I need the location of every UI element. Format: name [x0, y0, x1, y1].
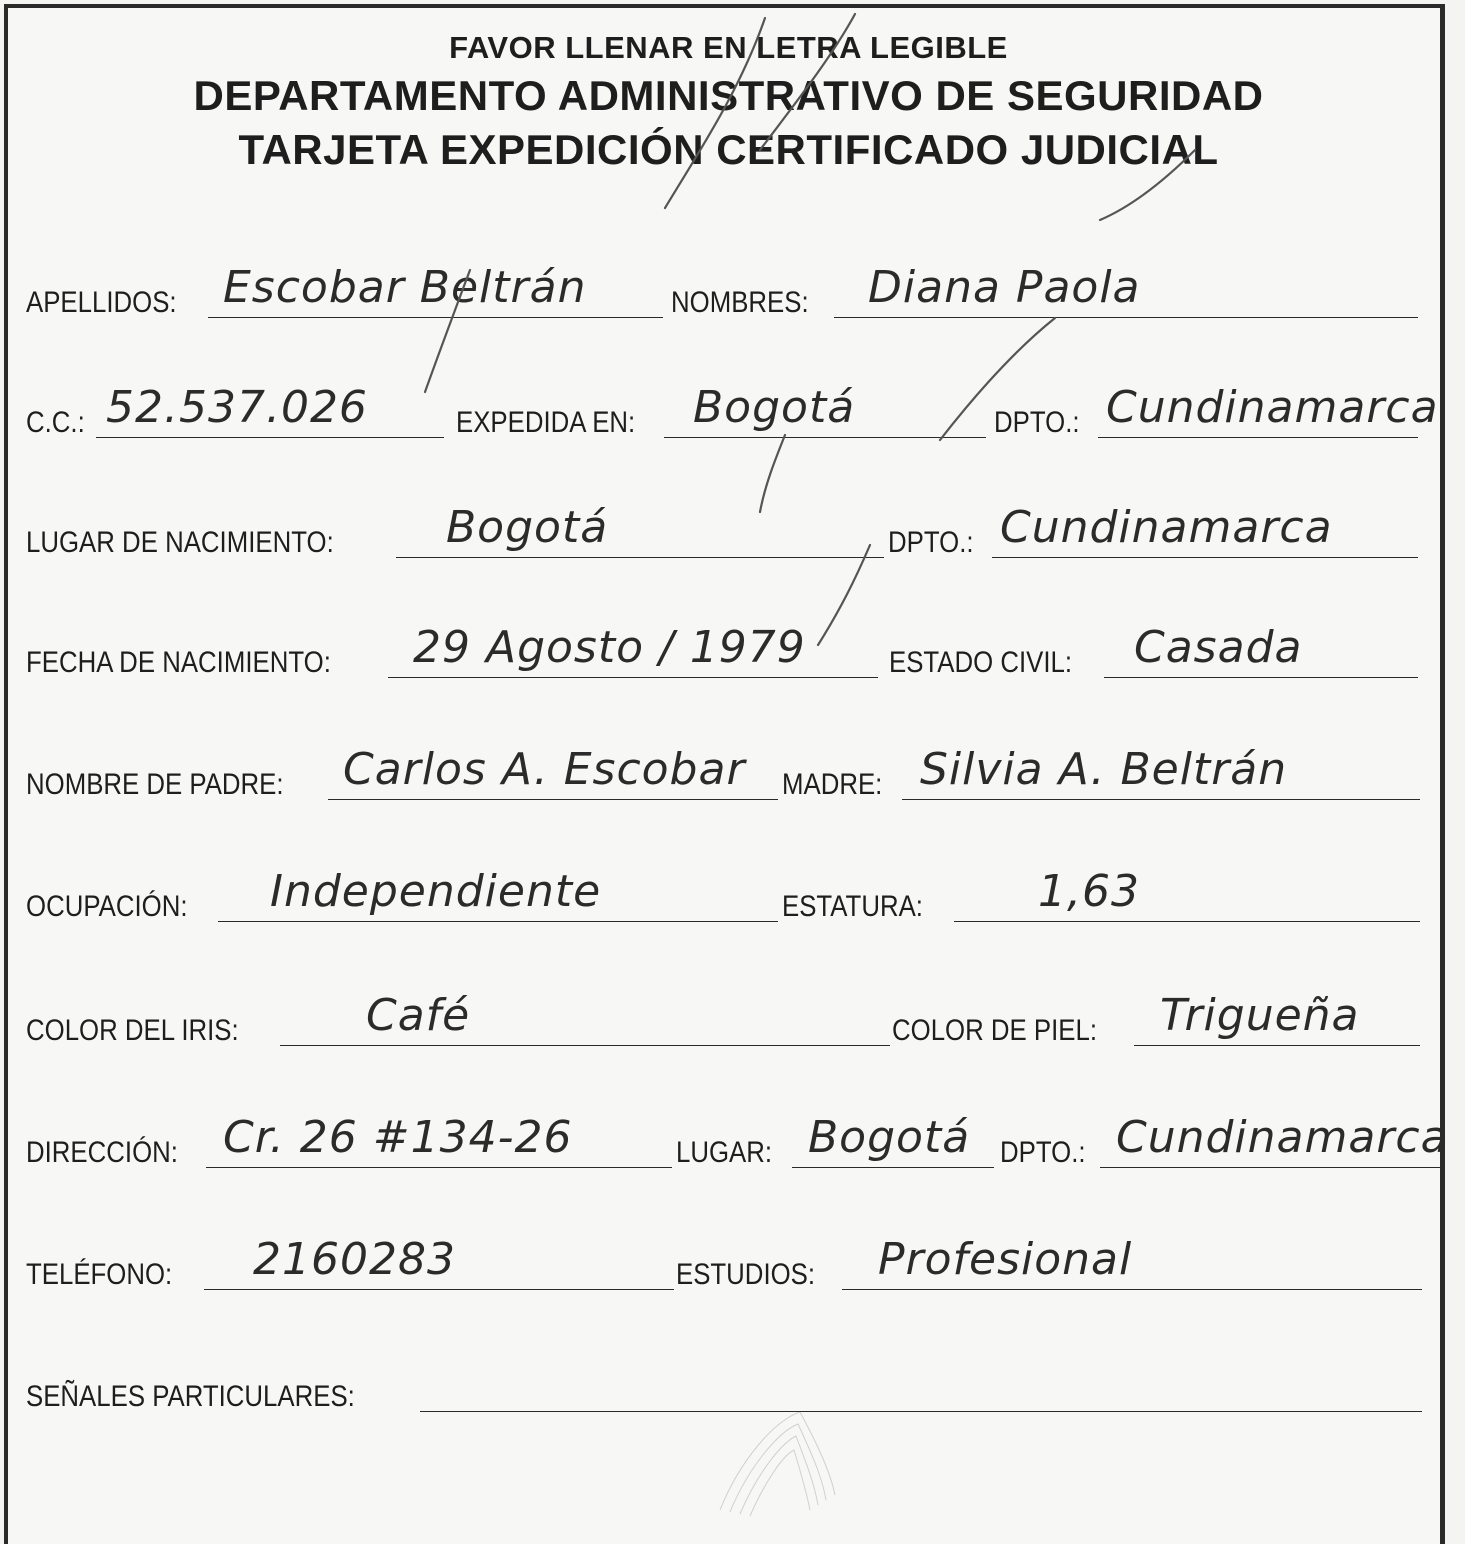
- row-lugar-nacimiento: [8, 478, 1449, 558]
- lugar-nacimiento-label: LUGAR DE NACIMIENTO:: [26, 526, 334, 559]
- cc-line: [96, 437, 444, 438]
- estatura-line: [954, 921, 1420, 922]
- estudios-field[interactable]: Profesional: [878, 1234, 1133, 1285]
- nombres-field[interactable]: Diana Paola: [868, 262, 1141, 313]
- fecha-nacimiento-label: FECHA DE NACIMIENTO:: [26, 646, 331, 679]
- lugar-nacimiento-field[interactable]: Bogotá: [446, 502, 609, 553]
- direccion-line: [206, 1167, 672, 1168]
- apellidos-label: APELLIDOS:: [26, 286, 177, 319]
- nombres-label: NOMBRES:: [671, 286, 809, 319]
- apellidos-field[interactable]: Escobar Beltrán: [223, 262, 587, 313]
- dpto-nacimiento-field[interactable]: Cundinamarca: [1000, 502, 1333, 553]
- estado-civil-field[interactable]: Casada: [1134, 622, 1303, 673]
- estatura-field[interactable]: 1,63: [1038, 866, 1140, 917]
- nombres-line: [834, 317, 1418, 318]
- fecha-nacimiento-field[interactable]: 29 Agosto / 1979: [413, 622, 806, 673]
- row-senales: [8, 1332, 1449, 1412]
- dpto-expedida-field[interactable]: Cundinamarca: [1106, 382, 1439, 433]
- color-piel-field[interactable]: Trigueña: [1160, 990, 1360, 1041]
- dpto-expedida-line: [1098, 437, 1418, 438]
- estatura-label: ESTATURA:: [782, 890, 923, 923]
- cc-label: C.C.:: [26, 406, 85, 439]
- estudios-label: ESTUDIOS:: [676, 1258, 816, 1291]
- color-iris-line: [280, 1045, 890, 1046]
- estado-civil-label: ESTADO CIVIL:: [889, 646, 1073, 679]
- row-padres: [8, 720, 1449, 800]
- nombre-padre-field[interactable]: Carlos A. Escobar: [343, 744, 746, 795]
- senales-line: [420, 1411, 1422, 1412]
- color-piel-label: COLOR DE PIEL:: [892, 1014, 1098, 1047]
- lugar-field[interactable]: Bogotá: [808, 1112, 971, 1163]
- madre-line: [902, 799, 1420, 800]
- color-piel-line: [1134, 1045, 1420, 1046]
- senales-label: SEÑALES PARTICULARES:: [26, 1380, 355, 1413]
- expedida-label: EXPEDIDA EN:: [456, 406, 636, 439]
- telefono-field[interactable]: 2160283: [253, 1234, 456, 1285]
- apellidos-line: [208, 317, 663, 318]
- ocupacion-label: OCUPACIÓN:: [26, 890, 188, 923]
- madre-field[interactable]: Silvia A. Beltrán: [920, 744, 1288, 795]
- expedida-line: [664, 437, 986, 438]
- form-card: [4, 4, 1449, 1544]
- dpto-direccion-line: [1100, 1167, 1440, 1168]
- nombre-padre-label: NOMBRE DE PADRE:: [26, 768, 284, 801]
- fecha-nacimiento-line: [388, 677, 878, 678]
- telefono-label: TELÉFONO:: [26, 1258, 173, 1291]
- ocupacion-line: [218, 921, 778, 922]
- nombre-padre-line: [328, 799, 778, 800]
- agency-heading: DEPARTAMENTO ADMINISTRATIVO DE SEGURIDAD: [193, 72, 1264, 119]
- dpto-nacimiento-label: DPTO.:: [888, 526, 974, 559]
- lugar-line: [792, 1167, 994, 1168]
- row-fecha-nacimiento: [8, 598, 1449, 678]
- direccion-field[interactable]: Cr. 26 #134-26: [223, 1112, 573, 1163]
- lugar-label: LUGAR:: [676, 1136, 773, 1169]
- dpto-direccion-field[interactable]: Cundinamarca: [1116, 1112, 1449, 1163]
- ocupacion-field[interactable]: Independiente: [270, 866, 602, 917]
- telefono-line: [204, 1289, 674, 1290]
- direccion-label: DIRECCIÓN:: [26, 1136, 178, 1169]
- color-iris-label: COLOR DEL IRIS:: [26, 1014, 239, 1047]
- instruction-heading: FAVOR LLENAR EN LETRA LEGIBLE: [449, 30, 1008, 65]
- row-colores: [8, 966, 1449, 1046]
- color-iris-field[interactable]: Café: [366, 990, 471, 1041]
- row-cc: [8, 358, 1449, 438]
- row-ocupacion: [8, 842, 1449, 922]
- dpto-nacimiento-line: [992, 557, 1418, 558]
- madre-label: MADRE:: [782, 768, 883, 801]
- row-apellidos: [8, 238, 1449, 318]
- dpto-expedida-label: DPTO.:: [994, 406, 1080, 439]
- estudios-line: [842, 1289, 1422, 1290]
- estado-civil-line: [1104, 677, 1418, 678]
- lugar-nacimiento-line: [396, 557, 884, 558]
- expedida-field[interactable]: Bogotá: [693, 382, 856, 433]
- cc-field[interactable]: 52.537.026: [106, 382, 368, 433]
- form-title: TARJETA EXPEDICIÓN CERTIFICADO JUDICIAL: [238, 126, 1219, 173]
- row-direccion: [8, 1088, 1449, 1168]
- dpto-direccion-label: DPTO.:: [1000, 1136, 1086, 1169]
- row-telefono: [8, 1210, 1449, 1290]
